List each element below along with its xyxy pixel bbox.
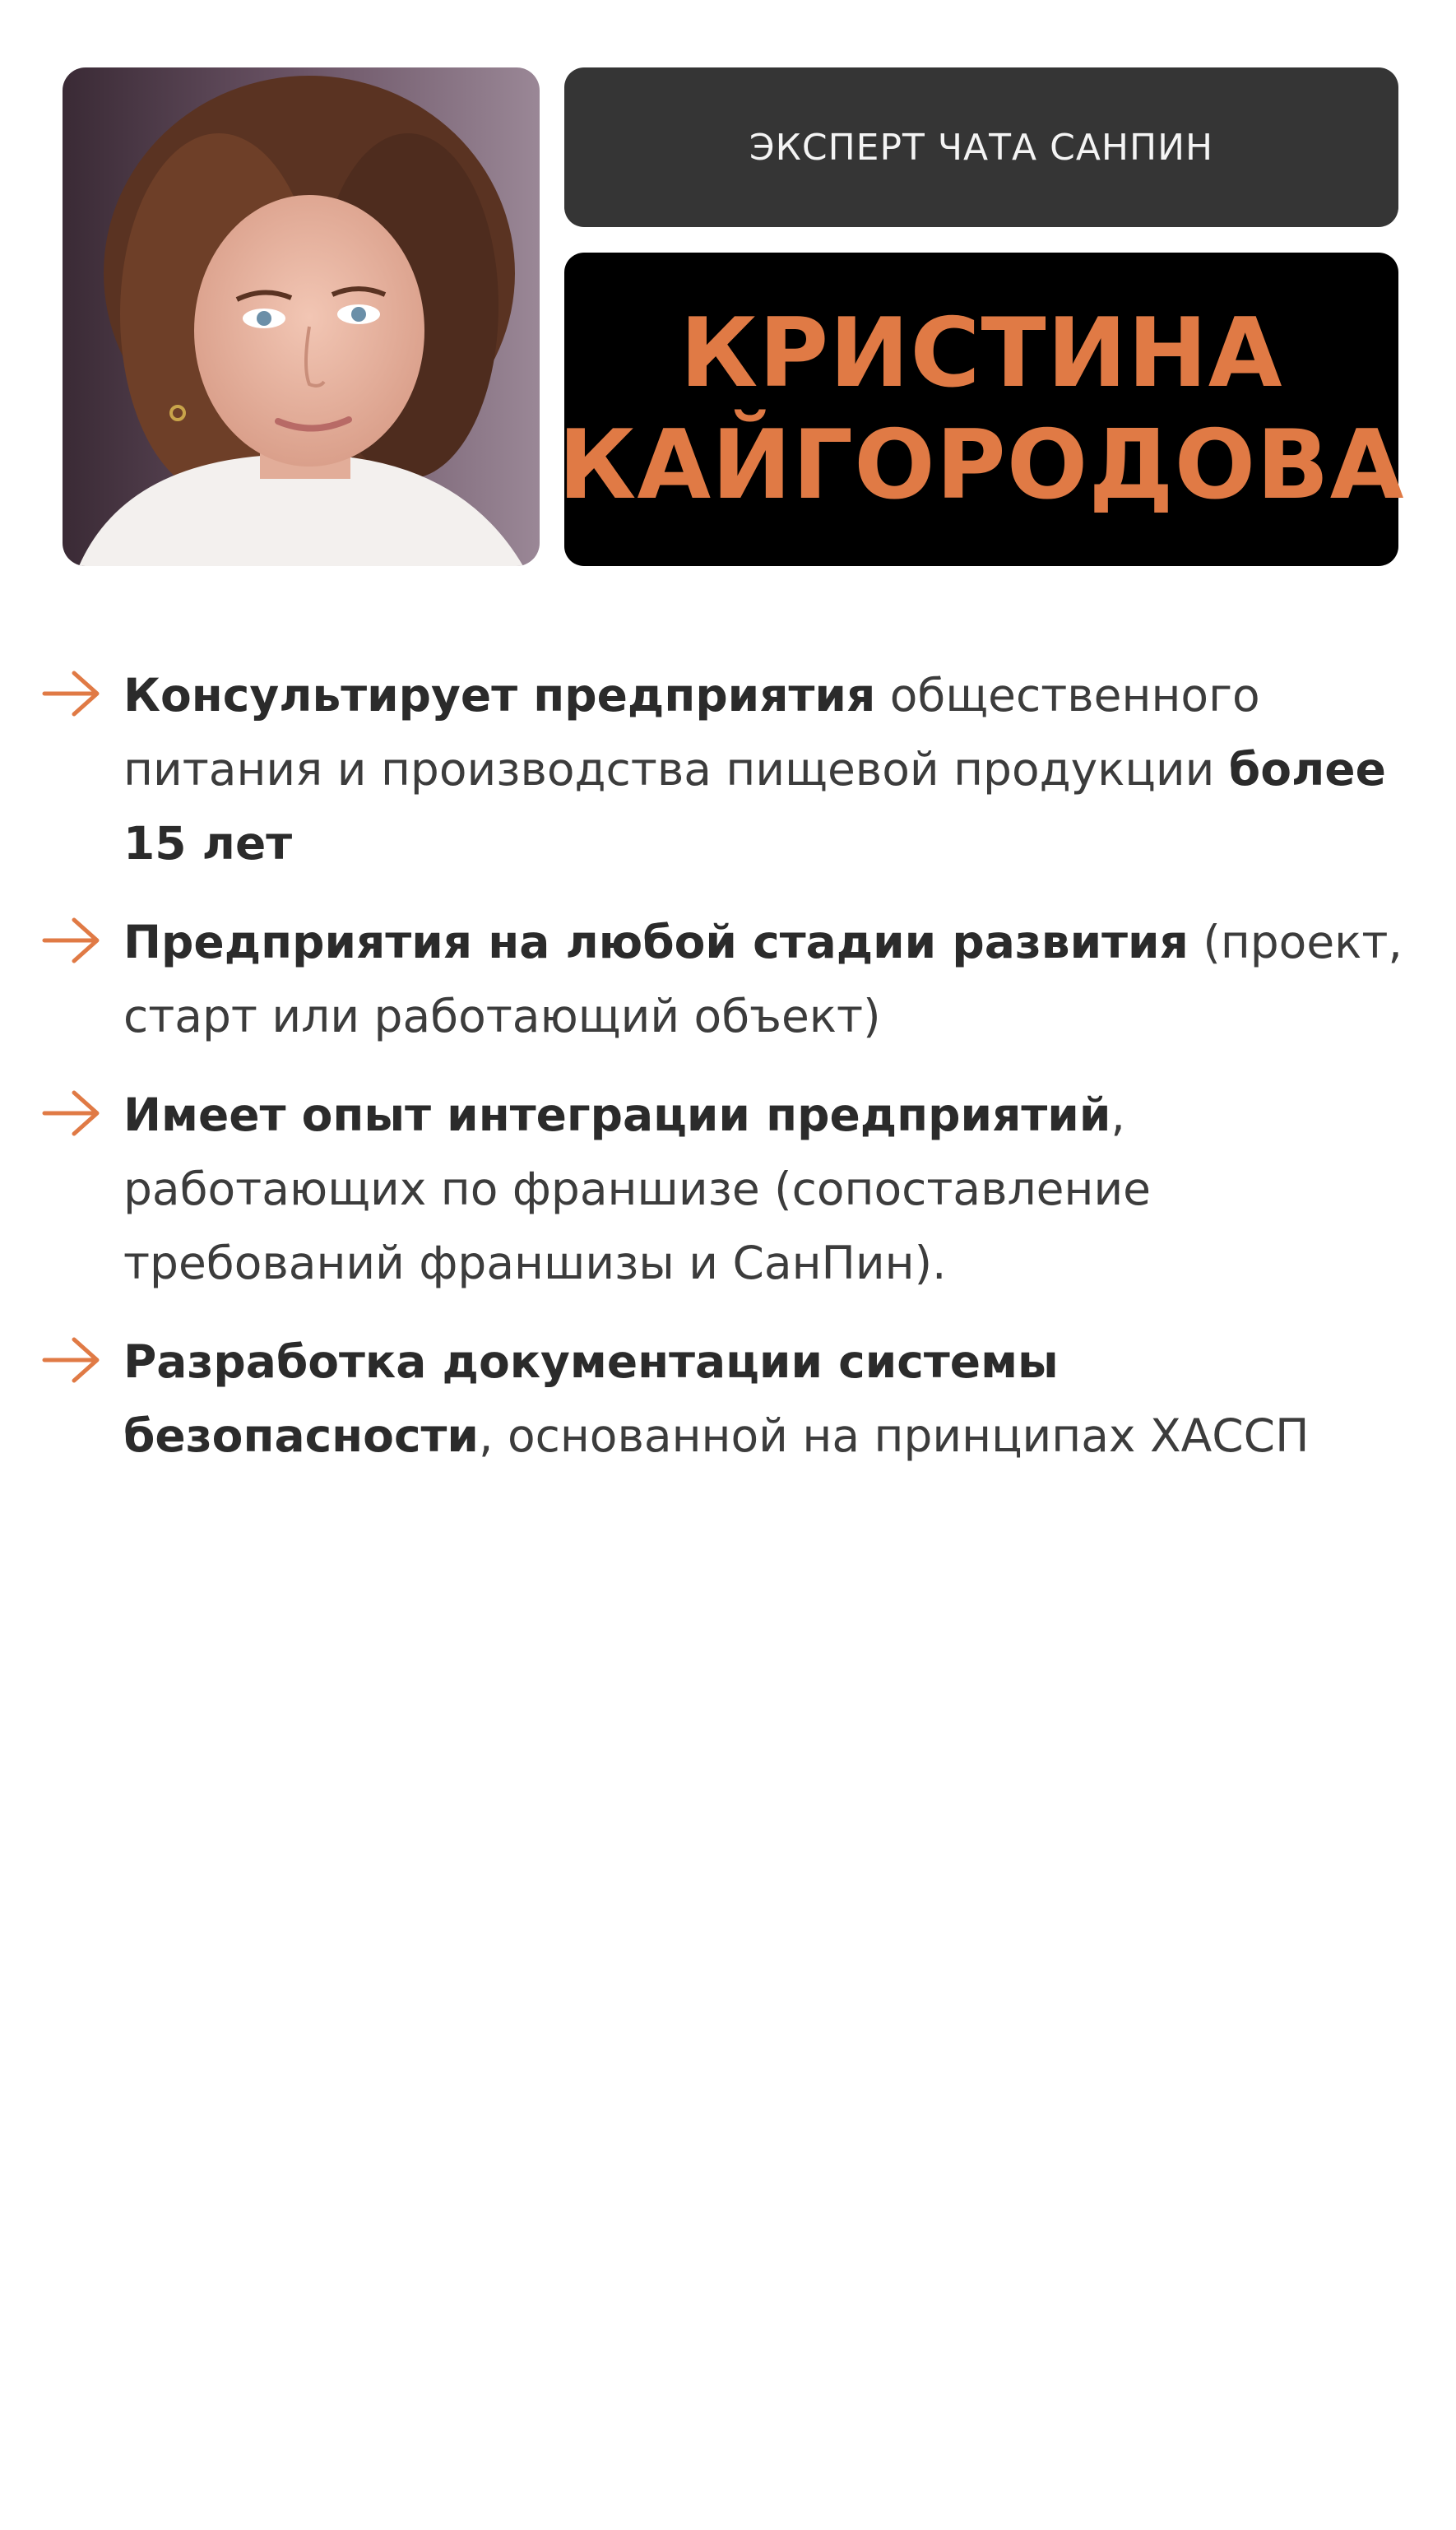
bullet-bold: Предприятия на любой стадии развития <box>123 916 1189 968</box>
portrait-image <box>63 67 540 566</box>
arrow-right-icon <box>41 1336 102 1384</box>
arrow-right-icon <box>41 670 102 717</box>
expert-photo <box>63 67 540 566</box>
role-banner <box>564 67 1398 227</box>
list-item <box>41 658 1423 880</box>
bullet-text: , основанной на принципах ХАССП <box>478 1409 1310 1462</box>
bullet-bold-2: более 15 лет <box>123 743 1386 870</box>
name-banner <box>558 253 1405 566</box>
bullet-bold: Имеет опыт интеграции предприятий <box>123 1089 1111 1141</box>
expert-first-name: КРИСТИНА <box>679 297 1283 409</box>
credentials-list <box>41 658 1423 1497</box>
expert-role: ЭКСПЕРТ ЧАТА САНПИН <box>749 126 1214 169</box>
list-item <box>41 1078 1423 1300</box>
expert-last-name: КАЙГОРОДОВА <box>558 409 1405 521</box>
bullet-bold: Разработка документации системы безопасности <box>123 1335 1059 1462</box>
bullet-text: общественного питания и производства пищевой продукции <box>123 669 1260 796</box>
arrow-right-icon <box>41 1089 102 1137</box>
bullet-bold: Консультирует предприятия <box>123 669 876 722</box>
bullet-text: , работающих по франшизе (сопоставление требований франшизы и СанПин). <box>123 1089 1152 1289</box>
list-item <box>41 1325 1423 1473</box>
arrow-right-icon <box>41 917 102 964</box>
bullet-text: (проект, старт или работающий объект) <box>123 916 1403 1042</box>
list-item <box>41 905 1423 1053</box>
